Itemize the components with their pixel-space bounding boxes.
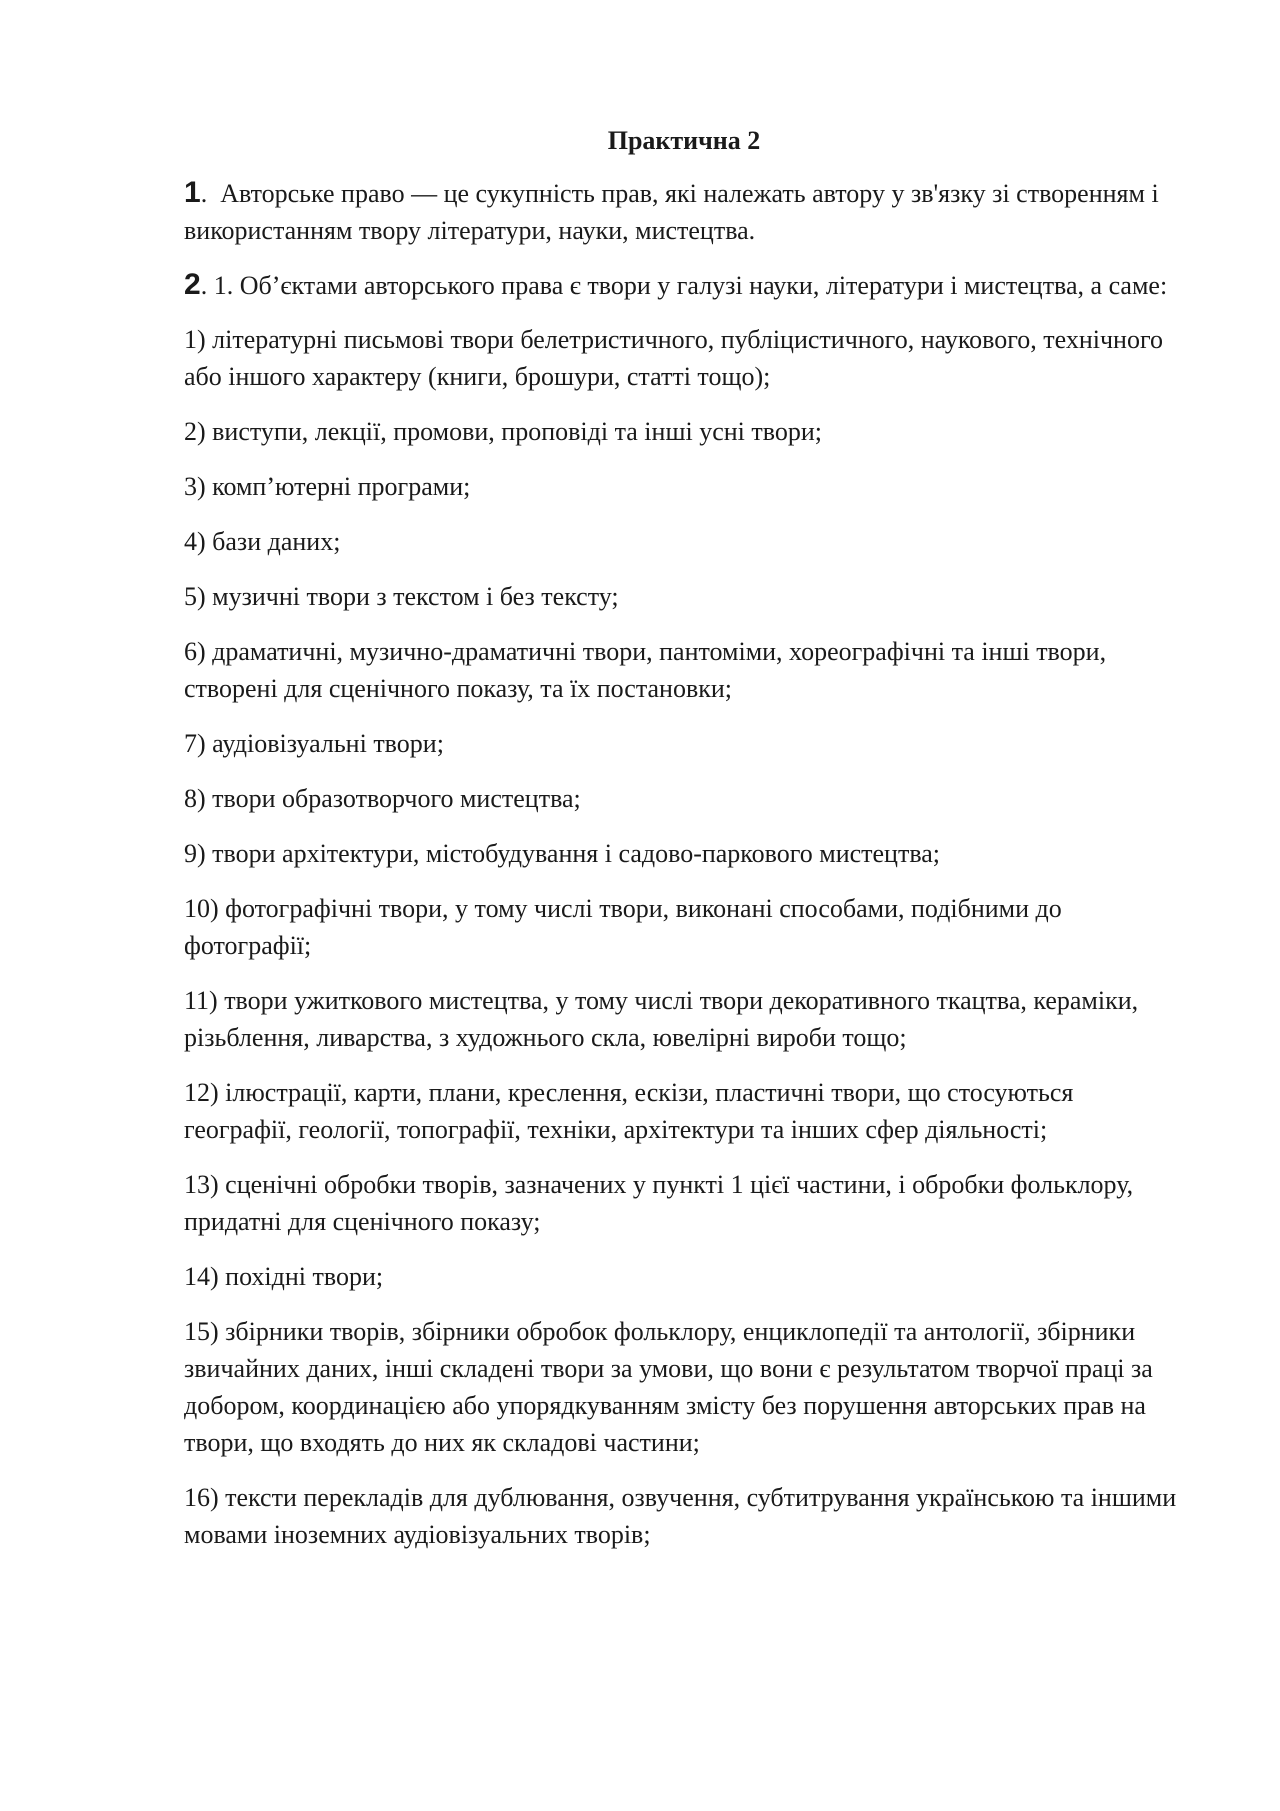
section-1-text: Авторське право — це сукупність прав, які належать автору у зв'язку зі створенням і використанням твору літератури, науки, мистецтва. bbox=[184, 179, 1166, 245]
document-title: Практична 2 bbox=[607, 126, 761, 155]
list-item: 8) твори образотворчого мистецтва; bbox=[184, 784, 581, 813]
section-2-number: 2 bbox=[184, 268, 201, 301]
list-item: 16) тексти перекладів для дублювання, озвучення, субтитрування українською та іншими мовами іноземних аудіовізуальних творів; bbox=[184, 1483, 1177, 1549]
list-item: 6) драматичні, музично-драматичні твори, пантоміми, хореографічні та інші твори, створені для сценічного показу, та їх постановки; bbox=[184, 637, 1107, 703]
list-item: 4) бази даних; bbox=[184, 527, 341, 556]
section-2-punct: . bbox=[200, 271, 208, 300]
section-1-paragraph bbox=[184, 174, 1184, 249]
list-item: 9) твори архітектури, містобудування і садово-паркового мистецтва; bbox=[184, 839, 941, 868]
list-item: 7) аудіовізуальні твори; bbox=[184, 729, 444, 758]
list-item: 2) виступи, лекції, промови, проповіді та інші усні твори; bbox=[184, 417, 822, 446]
section-1-number: 1 bbox=[184, 176, 201, 209]
list-item: 1) літературні письмові твори белетристичного, публіцистичного, наукового, технічного або іншого характеру (книги, брошури, статті тощо); bbox=[184, 325, 1163, 391]
list-item: 13) сценічні обробки творів, зазначених у пункті 1 цієї частини, і обробки фольклору, придатні для сценічного показу; bbox=[184, 1170, 1134, 1236]
list-item: 14) похідні твори; bbox=[184, 1262, 384, 1291]
list-item: 10) фотографічні твори, у тому числі твори, виконані способами, подібними до фотографії; bbox=[184, 894, 1062, 960]
section-2-text: 1. Об’єктами авторського права є твори у галузі науки, літератури і мистецтва, а саме: bbox=[207, 271, 1168, 300]
list-item: 12) ілюстрації, карти, плани, креслення, ескізи, пластичні твори, що стосуються географії, геології, топографії, техніки, архітектури та інших сфер діяльності; bbox=[184, 1078, 1074, 1144]
list-item: 3) комп’ютерні програми; bbox=[184, 472, 471, 501]
document-page bbox=[184, 122, 1184, 1571]
list-item: 5) музичні твори з текстом і без тексту; bbox=[184, 582, 619, 611]
section-1-punct: . bbox=[200, 179, 208, 208]
list-item: 11) твори ужиткового мистецтва, у тому числі твори декоративного ткацтва, кераміки, різьблення, ливарства, з художнього скла, ювелірні вироби тощо; bbox=[184, 986, 1139, 1052]
list-item: 15) збірники творів, збірники обробок фольклору, енциклопедії та антології, збірники звичайних даних, інші складені твори за умови, що вони є результатом творчої праці за добором, координацією або упорядкуванням змісту без порушення авторських прав на твори, що входять до них як складові частини; bbox=[184, 1317, 1153, 1457]
section-2-paragraph bbox=[184, 266, 1184, 304]
